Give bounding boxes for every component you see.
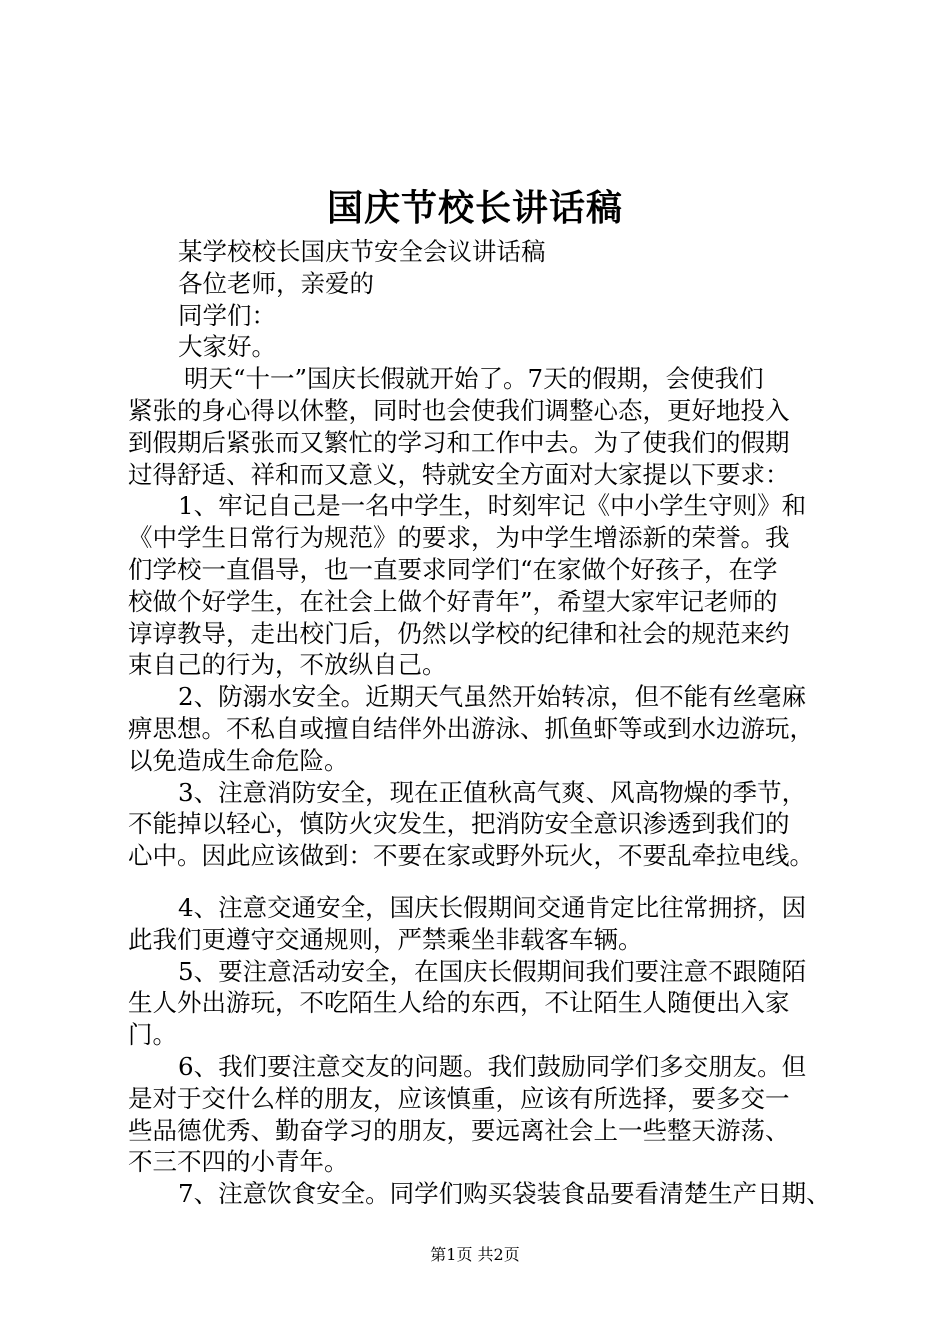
greeting-line: 大家好。: [178, 332, 276, 362]
subtitle-line: 某学校校长国庆节安全会议讲话稿: [178, 237, 546, 266]
paragraph-line: 明天“十一”国庆长假就开始了。7天的假期，会使我们: [184, 364, 764, 394]
paragraph-line: 2、防溺水安全。近期天气虽然开始转凉，但不能有丝毫麻: [178, 682, 807, 712]
paragraph-line: 6、我们要注意交友的问题。我们鼓励同学们多交朋友。但: [178, 1051, 807, 1081]
paragraph-line: 门。: [128, 1020, 177, 1050]
paragraph-line: 们学校一直倡导，也一直要求同学们“在家做个好孩子，在学: [128, 554, 778, 584]
paragraph-line: 1、牢记自己是一名中学生，时刻牢记《中小学生守则》和: [178, 491, 807, 521]
document-body: [128, 236, 848, 1210]
paragraph-line: 此我们更遵守交通规则，严禁乘坐非载客车辆。: [128, 924, 643, 954]
paragraph-line: 3、注意消防安全，现在正值秋高气爽、风高物燥的季节，: [178, 777, 807, 807]
paragraph-gap: [128, 872, 848, 892]
paragraph-line: 些品德优秀、勤奋学习的朋友，要远离社会上一些整天游荡、: [128, 1115, 790, 1145]
paragraph-line: 7、注意饮食安全。同学们购买袋装食品要看清楚生产日期、: [178, 1179, 831, 1209]
salutation-line: 同学们：: [178, 300, 276, 330]
paragraph-line: 生人外出游玩，不吃陌生人给的东西，不让陌生人随便出入家: [128, 988, 790, 1018]
paragraph-line: 不三不四的小青年。: [128, 1147, 349, 1177]
paragraph-line: 束自己的行为，不放纵自己。: [128, 650, 447, 680]
paragraph-line: 5、要注意活动安全，在国庆长假期间我们要注意不跟随陌: [178, 956, 807, 986]
paragraph-line: 到假期后紧张而又繁忙的学习和工作中去。为了使我们的假期: [128, 427, 790, 457]
paragraph-line: 不能掉以轻心，慎防火灾发生，把消防安全意识渗透到我们的: [128, 809, 790, 839]
paragraph-line: 心中。因此应该做到：不要在家或野外玩火，不要乱牵拉电线。: [128, 841, 814, 871]
document-title: 国庆节校长讲话稿: [326, 187, 623, 229]
paragraph-line: 校做个好学生，在社会上做个好青年”，希望大家牢记老师的: [128, 586, 778, 616]
paragraph-line: 《中学生日常行为规范》的要求，为中学生增添新的荣誉。我: [128, 523, 790, 553]
page-number-footer: 第1页 共2页: [430, 1245, 520, 1264]
paragraph-line: 以免造成生命危险。: [128, 745, 349, 775]
paragraph-line: 过得舒适、祥和而又意义，特就安全方面对大家提以下要求：: [128, 459, 790, 489]
paragraph-line: 痹思想。不私自或擅自结伴外出游泳、抓鱼虾等或到水边游玩，: [128, 713, 814, 743]
salutation-line: 各位老师，亲爱的: [178, 268, 374, 298]
paragraph-line: 是对于交什么样的朋友，应该慎重，应该有所选择，要多交一: [128, 1083, 790, 1113]
paragraph-line: 4、注意交通安全，国庆长假期间交通肯定比往常拥挤，因: [178, 892, 807, 922]
paragraph-line: 谆谆教导，走出校门后，仍然以学校的纪律和社会的规范来约: [128, 618, 790, 648]
paragraph-line: 紧张的身心得以休整，同时也会使我们调整心态，更好地投入: [128, 395, 790, 425]
